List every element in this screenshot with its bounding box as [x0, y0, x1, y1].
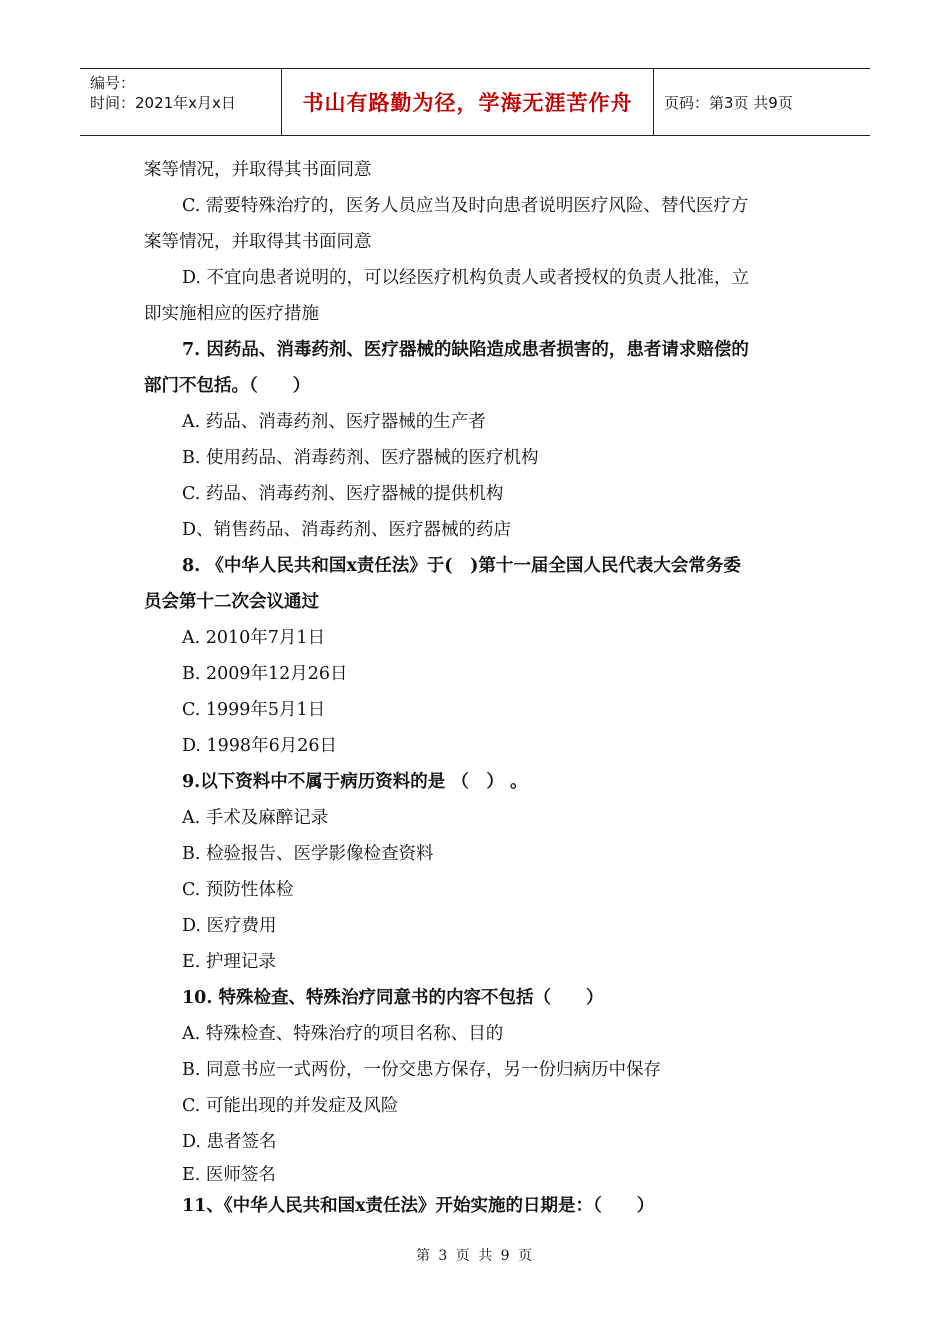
- question-11: 11、《中华人民共和国x责任法》开始实施的日期是：（ ）: [182, 1196, 655, 1216]
- question-8: 8. 《中华人民共和国x责任法》于( )第十一届全国人民代表大会常务委: [182, 556, 741, 576]
- option-line: C. 可能出现的并发症及风险: [182, 1096, 399, 1116]
- document-body: [144, 152, 810, 1224]
- option-line: B. 同意书应一式两份，一份交患方保存，另一份归病历中保存: [182, 1060, 661, 1080]
- option-line: C. 需要特殊治疗的，医务人员应当及时向患者说明医疗风险、替代医疗方: [182, 196, 749, 216]
- option-line: B. 2009年12月26日: [182, 664, 348, 684]
- page-header: [80, 68, 870, 136]
- question-8-cont: 员会第十二次会议通过: [144, 592, 319, 612]
- header-page-number: 页码：第3页 共9页: [664, 93, 793, 112]
- option-line: D. 1998年6月26日: [182, 736, 337, 756]
- text-line: 案等情况，并取得其书面同意: [144, 160, 372, 180]
- option-line: D. 不宜向患者说明的，可以经医疗机构负责人或者授权的负责人批准，立: [182, 268, 750, 288]
- option-line: B. 使用药品、消毒药剂、医疗器械的医疗机构: [182, 448, 539, 468]
- option-line: C. 预防性体检: [182, 880, 294, 900]
- option-line: A. 2010年7月1日: [182, 628, 326, 648]
- option-line: D. 医疗费用: [182, 916, 277, 936]
- option-line: E. 护理记录: [182, 952, 276, 972]
- page-footer: 第 3 页 共 9 页: [415, 1248, 535, 1264]
- option-line: E. 医师签名: [182, 1165, 276, 1185]
- option-line: C. 1999年5月1日: [182, 700, 326, 720]
- option-line: B. 检验报告、医学影像检查资料: [182, 844, 434, 864]
- serial-label: 编号：: [90, 74, 136, 92]
- option-line: A. 药品、消毒药剂、医疗器械的生产者: [182, 412, 486, 432]
- date-label: 时间：2021年x月x日: [90, 94, 236, 112]
- question-9: 9.以下资料中不属于病历资料的是 （ ） 。: [182, 772, 528, 792]
- header-meta: [80, 69, 282, 135]
- question-10: 10. 特殊检查、特殊治疗同意书的内容不包括（ ）: [182, 988, 604, 1008]
- option-line: D、销售药品、消毒药剂、医疗器械的药店: [182, 520, 512, 540]
- text-line: 案等情况，并取得其书面同意: [144, 232, 372, 252]
- option-line: A. 特殊检查、特殊治疗的项目名称、目的: [182, 1024, 504, 1044]
- option-line: A. 手术及麻醉记录: [182, 808, 329, 828]
- text-line: 即实施相应的医疗措施: [144, 304, 319, 324]
- header-motto: 书山有路勤为径，学海无涯苦作舟: [282, 69, 654, 135]
- question-7-cont: 部门不包括。（ ）: [144, 376, 311, 396]
- option-line: C. 药品、消毒药剂、医疗器械的提供机构: [182, 484, 504, 504]
- question-7: 7. 因药品、消毒药剂、医疗器械的缺陷造成患者损害的，患者请求赔偿的: [182, 340, 749, 360]
- option-line: D. 患者签名: [182, 1132, 277, 1152]
